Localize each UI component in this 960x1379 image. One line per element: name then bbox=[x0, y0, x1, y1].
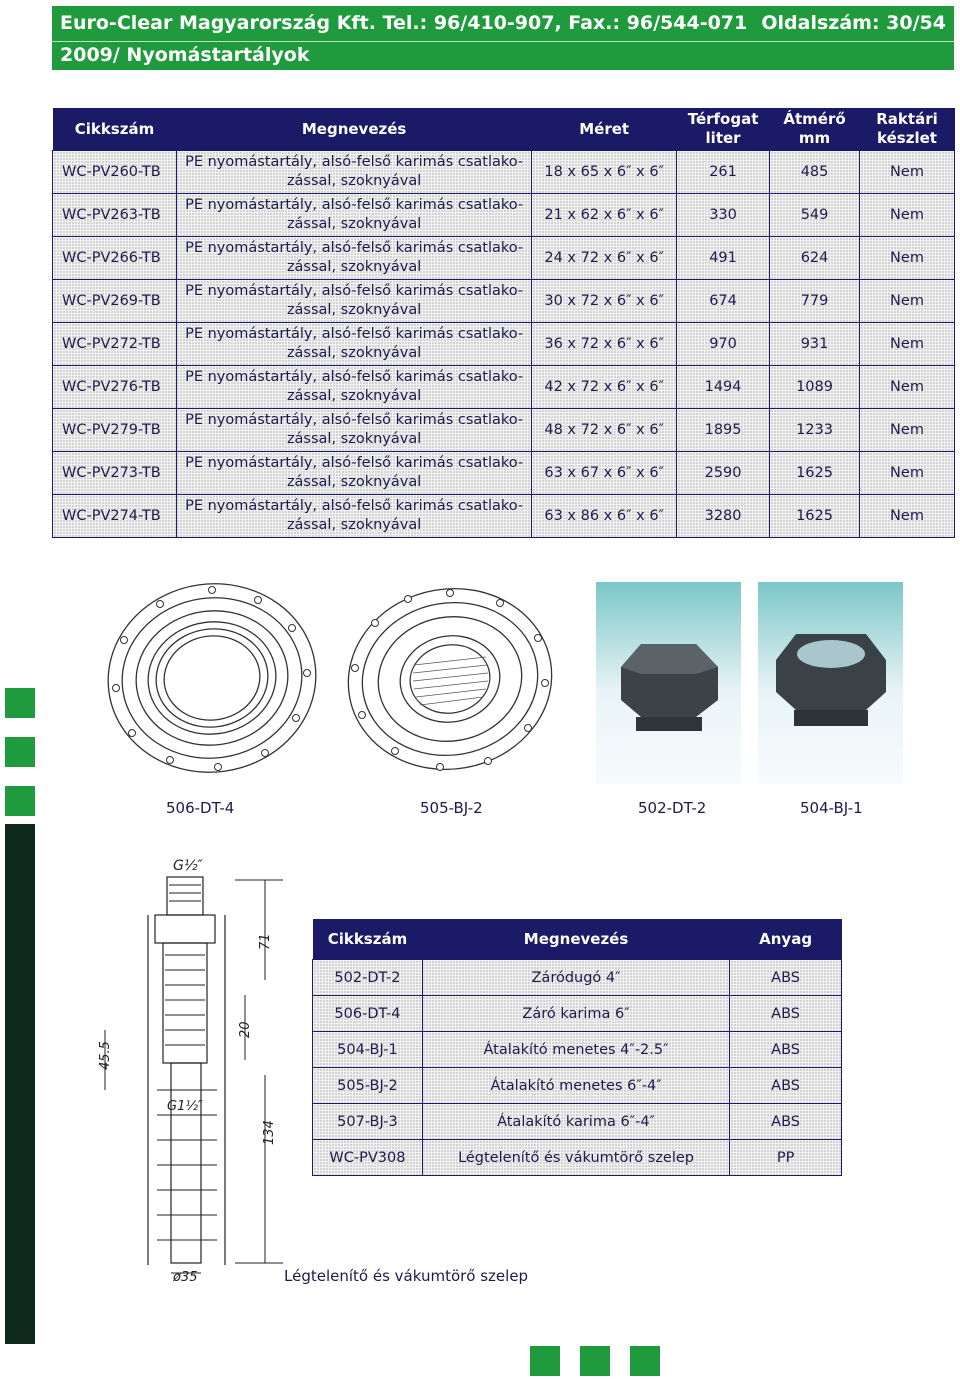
cell-volume: 2590 bbox=[677, 452, 770, 495]
col-header-code: Cikkszám bbox=[53, 108, 177, 151]
decor-square-3 bbox=[5, 786, 35, 816]
parts-row bbox=[313, 960, 842, 996]
label-dim-45-5: 45.5 bbox=[98, 1041, 113, 1070]
parts-cell-name: Záró karima 6″ bbox=[422, 996, 729, 1032]
parts-cell-name: Záródugó 4″ bbox=[422, 960, 729, 996]
parts-row bbox=[313, 1140, 842, 1176]
cell-code: WC-PV274-TB bbox=[53, 495, 177, 538]
parts-cell-code: 506-DT-4 bbox=[313, 996, 423, 1032]
table-row bbox=[53, 194, 955, 237]
cell-code: WC-PV273-TB bbox=[53, 452, 177, 495]
parts-header-row bbox=[313, 919, 842, 960]
cell-name: PE nyomástartály, alsó-felső karimás csatlako-zással, szoknyával bbox=[176, 237, 531, 280]
decor-square-1 bbox=[5, 688, 35, 718]
col-header-volume bbox=[677, 108, 770, 151]
company-contact: Euro-Clear Magyarország Kft. Tel.: 96/410-907, Fax.: 96/544-071 bbox=[60, 12, 748, 34]
parts-col-name: Megnevezés bbox=[422, 919, 729, 960]
parts-cell-material: PP bbox=[730, 1140, 842, 1176]
cell-size: 63 x 67 x 6″ x 6″ bbox=[532, 452, 677, 495]
cell-stock: Nem bbox=[860, 495, 955, 538]
cell-name: PE nyomástartály, alsó-felső karimás csatlako-zással, szoknyával bbox=[176, 495, 531, 538]
cell-code: WC-PV276-TB bbox=[53, 366, 177, 409]
cell-code: WC-PV272-TB bbox=[53, 323, 177, 366]
parts-cell-material: ABS bbox=[730, 1032, 842, 1068]
cell-name: PE nyomástartály, alsó-felső karimás csatlako-zással, szoknyával bbox=[176, 280, 531, 323]
valve-technical-drawing bbox=[85, 855, 295, 1285]
label-dim-20: 20 bbox=[238, 1021, 253, 1038]
cell-diameter: 1233 bbox=[770, 409, 860, 452]
photo-504-bj-1 bbox=[758, 582, 903, 784]
col-header-name: Megnevezés bbox=[176, 108, 531, 151]
cell-size: 36 x 72 x 6″ x 6″ bbox=[532, 323, 677, 366]
col-header-size: Méret bbox=[532, 108, 677, 151]
parts-cell-name: Átalakító menetes 4″-2.5″ bbox=[422, 1032, 729, 1068]
page-number: Oldalszám: 30/54 bbox=[761, 12, 946, 34]
diameter-header-text: Átmérő mm bbox=[783, 110, 846, 147]
photo-502-dt-2 bbox=[596, 582, 741, 784]
parts-cell-material: ABS bbox=[730, 996, 842, 1032]
cell-diameter: 485 bbox=[770, 151, 860, 194]
cell-volume: 1494 bbox=[677, 366, 770, 409]
cell-stock: Nem bbox=[860, 151, 955, 194]
cell-diameter: 1625 bbox=[770, 495, 860, 538]
decor-bottom-square-2 bbox=[580, 1346, 610, 1376]
cell-volume: 674 bbox=[677, 280, 770, 323]
decor-left-bar bbox=[5, 824, 35, 1344]
parts-row bbox=[313, 996, 842, 1032]
cell-stock: Nem bbox=[860, 409, 955, 452]
header-divider bbox=[52, 41, 954, 42]
cell-size: 18 x 65 x 6″ x 6″ bbox=[532, 151, 677, 194]
cell-diameter: 1625 bbox=[770, 452, 860, 495]
cell-size: 42 x 72 x 6″ x 6″ bbox=[532, 366, 677, 409]
cell-name: PE nyomástartály, alsó-felső karimás csatlako-zással, szoknyával bbox=[176, 409, 531, 452]
table-row bbox=[53, 151, 955, 194]
parts-cell-material: ABS bbox=[730, 1104, 842, 1140]
cell-size: 21 x 62 x 6″ x 6″ bbox=[532, 194, 677, 237]
cell-volume: 3280 bbox=[677, 495, 770, 538]
parts-table bbox=[312, 919, 842, 1176]
cell-size: 48 x 72 x 6″ x 6″ bbox=[532, 409, 677, 452]
table-row bbox=[53, 366, 955, 409]
caption-504-bj-1: 504-BJ-1 bbox=[800, 799, 863, 817]
page-header bbox=[52, 6, 954, 70]
cell-diameter: 1089 bbox=[770, 366, 860, 409]
cell-stock: Nem bbox=[860, 237, 955, 280]
parts-cell-code: 502-DT-2 bbox=[313, 960, 423, 996]
cell-name: PE nyomástartály, alsó-felső karimás csatlako-zással, szoknyával bbox=[176, 194, 531, 237]
parts-cell-name: Légtelenítő és vákumtörő szelep bbox=[422, 1140, 729, 1176]
label-dim-134: 134 bbox=[262, 1120, 277, 1145]
plug-cap-image bbox=[596, 582, 741, 784]
volume-header-text: Térfogat liter bbox=[687, 110, 759, 147]
table-row bbox=[53, 495, 955, 538]
cell-name: PE nyomástartály, alsó-felső karimás csatlako-zással, szoknyával bbox=[176, 452, 531, 495]
parts-cell-code: WC-PV308 bbox=[313, 1140, 423, 1176]
label-dim-35: ø35 bbox=[173, 1270, 198, 1285]
parts-cell-material: ABS bbox=[730, 960, 842, 996]
label-dim-71: 71 bbox=[258, 933, 273, 950]
table-row bbox=[53, 237, 955, 280]
parts-col-material: Anyag bbox=[730, 919, 842, 960]
stock-header-text: Raktári készlet bbox=[876, 110, 938, 147]
cell-stock: Nem bbox=[860, 194, 955, 237]
cell-name: PE nyomástartály, alsó-felső karimás csatlako-zással, szoknyával bbox=[176, 151, 531, 194]
threaded-adapter-image bbox=[758, 582, 903, 784]
cell-size: 30 x 72 x 6″ x 6″ bbox=[532, 280, 677, 323]
cell-code: WC-PV260-TB bbox=[53, 151, 177, 194]
cell-code: WC-PV266-TB bbox=[53, 237, 177, 280]
cell-stock: Nem bbox=[860, 280, 955, 323]
caption-506-dt-4: 506-DT-4 bbox=[166, 799, 235, 817]
parts-cell-material: ABS bbox=[730, 1068, 842, 1104]
cell-volume: 970 bbox=[677, 323, 770, 366]
table-row bbox=[53, 409, 955, 452]
table-row bbox=[53, 323, 955, 366]
table-header-row bbox=[53, 108, 955, 151]
cell-diameter: 624 bbox=[770, 237, 860, 280]
cell-diameter: 779 bbox=[770, 280, 860, 323]
decor-bottom-square-1 bbox=[530, 1346, 560, 1376]
cell-size: 24 x 72 x 6″ x 6″ bbox=[532, 237, 677, 280]
cell-code: WC-PV269-TB bbox=[53, 280, 177, 323]
cell-diameter: 549 bbox=[770, 194, 860, 237]
cell-volume: 261 bbox=[677, 151, 770, 194]
parts-row bbox=[313, 1032, 842, 1068]
decor-bottom-square-3 bbox=[630, 1346, 660, 1376]
caption-505-bj-2: 505-BJ-2 bbox=[420, 799, 483, 817]
parts-row bbox=[313, 1104, 842, 1140]
col-header-diameter bbox=[770, 108, 860, 151]
table-row bbox=[53, 452, 955, 495]
caption-502-dt-2: 502-DT-2 bbox=[638, 799, 707, 817]
cell-name: PE nyomástartály, alsó-felső karimás csatlako-zással, szoknyával bbox=[176, 366, 531, 409]
col-header-stock bbox=[860, 108, 955, 151]
cell-volume: 330 bbox=[677, 194, 770, 237]
decor-square-2 bbox=[5, 737, 35, 767]
parts-cell-code: 505-BJ-2 bbox=[313, 1068, 423, 1104]
parts-col-code: Cikkszám bbox=[313, 919, 423, 960]
parts-cell-name: Átalakító karima 6″-4″ bbox=[422, 1104, 729, 1140]
cell-stock: Nem bbox=[860, 452, 955, 495]
tank-table bbox=[52, 108, 955, 538]
parts-row bbox=[313, 1068, 842, 1104]
valve-caption: Légtelenítő és vákumtörő szelep bbox=[284, 1267, 529, 1285]
label-top-thread: G½″ bbox=[173, 858, 203, 874]
label-mid-thread: G1½″ bbox=[167, 1099, 203, 1114]
cell-diameter: 931 bbox=[770, 323, 860, 366]
parts-cell-name: Átalakító menetes 6″-4″ bbox=[422, 1068, 729, 1104]
cell-stock: Nem bbox=[860, 366, 955, 409]
cell-volume: 1895 bbox=[677, 409, 770, 452]
cell-code: WC-PV263-TB bbox=[53, 194, 177, 237]
cell-name: PE nyomástartály, alsó-felső karimás csatlako-zással, szoknyával bbox=[176, 323, 531, 366]
table-row bbox=[53, 280, 955, 323]
parts-cell-code: 507-BJ-3 bbox=[313, 1104, 423, 1140]
cell-code: WC-PV279-TB bbox=[53, 409, 177, 452]
flange-drawing-505-bj-2 bbox=[340, 583, 560, 783]
parts-cell-code: 504-BJ-1 bbox=[313, 1032, 423, 1068]
cell-stock: Nem bbox=[860, 323, 955, 366]
flange-drawing-506-dt-4 bbox=[100, 578, 325, 783]
cell-volume: 491 bbox=[677, 237, 770, 280]
cell-size: 63 x 86 x 6″ x 6″ bbox=[532, 495, 677, 538]
section-title: 2009/ Nyomástartályok bbox=[60, 44, 310, 66]
